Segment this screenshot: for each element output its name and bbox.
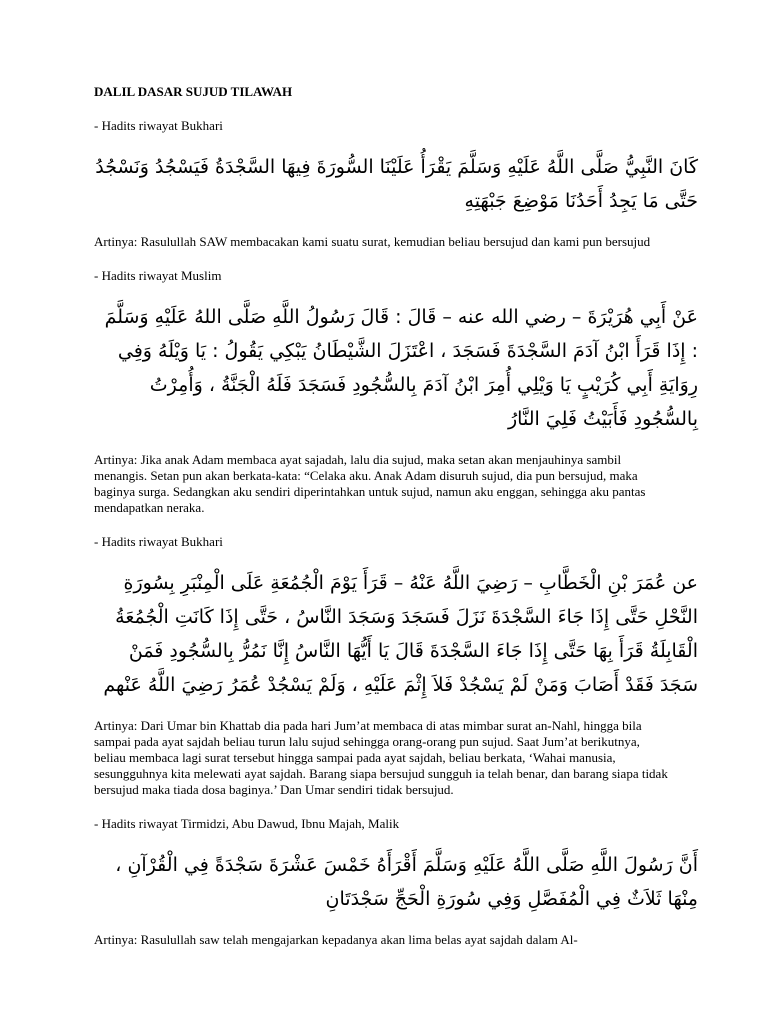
translation-text: Artinya: Rasulullah saw telah mengajarkan kepadanya akan lima belas ayat sajdah dalam Al- xyxy=(94,932,578,947)
document-page xyxy=(94,84,698,966)
hadith-source: - Hadits riwayat Muslim xyxy=(94,268,222,283)
translation-text: Artinya: Jika anak Adam membaca ayat sajadah, lalu dia sujud, maka setan akan menjauhinya sambil menangis. Setan pun akan berkata-kata: “Celaka aku. Anak Adam disuruh sujud, dia pun bersujud, maka baginya surga. Sedangkan aku sendiri diperintahkan untuk sujud, namun aku enggan, sehingga aku pantas mendapatkan neraka. xyxy=(94,452,646,515)
arabic-text: عَنْ أَبِي هُرَيْرَةَ – رضي الله عنه – قَالَ : قَالَ رَسُولُ اللَّهِ صَلَّى اللهُ عَلَيْهِ وَسَلَّمَ : إِذَا قَرَأَ ابْنُ آدَمَ السَّجْدَةَ فَسَجَدَ ، اعْتَزَلَ الشَّيْطَانُ يَبْكِي يَقُولُ : يَا وَيْلَهُ وَفِي رِوَايَةِ أَبِي كُرَيْبٍ يَا وَيْلِي أُمِرَ ابْنُ آدَمَ بِالسُّجُودِ فَسَجَدَ فَلَهُ الْجَنَّةُ ، وَأُمِرْتُ بِالسُّجُودِ فَأَبَيْتُ فَلِيَ النَّارُ xyxy=(104,306,698,430)
hadith-section-1 xyxy=(94,118,698,250)
translation-text: Artinya: Dari Umar bin Khattab dia pada hari Jum’at membaca di atas mimbar surat an-Nahl, hingga bila sampai pada ayat sajdah beliau turun lalu sujud sehingga orang-orang pun sujud. Saat Jum’at berikutnya, beliau membaca lagi surat tersebut hingga sampai pada ayat sajdah, beliau berkata, ‘Wahai manusia, sesungguhnya kita melewati ayat sajdah. Barang siapa bersujud sungguh ia telah benar, dan barang siapa tidak bersujud maka tiada dosa baginya.’ Dan Umar sendiri tidak bersujud. xyxy=(94,718,668,797)
translation-text: Artinya: Rasulullah SAW membacakan kami suatu surat, kemudian beliau bersujud dan kami pun bersujud xyxy=(94,234,651,249)
hadith-source: - Hadits riwayat Tirmidzi, Abu Dawud, Ibnu Majah, Malik xyxy=(94,816,400,831)
hadith-source: - Hadits riwayat Bukhari xyxy=(94,534,223,549)
hadith-section-4 xyxy=(94,816,698,948)
hadith-section-3 xyxy=(94,534,698,798)
hadith-source: - Hadits riwayat Bukhari xyxy=(94,118,223,133)
arabic-text: كَانَ النَّبِيُّ صَلَّى اللَّهُ عَلَيْهِ وَسَلَّمَ يَقْرَأُ عَلَيْنَا السُّورَةَ فِيهَا السَّجْدَةُ فَيَسْجُدُ وَنَسْجُدُ حَتَّى مَا يَجِدُ أَحَدُنَا مَوْضِعَ جَبْهَتِهِ xyxy=(95,156,698,212)
hadith-section-2 xyxy=(94,268,698,516)
arabic-text: عن عُمَرَ بْنِ الْخَطَّابِ – رَضِيَ اللَّهُ عَنْهُ – قَرَأَ يَوْمَ الْجُمُعَةِ عَلَى الْمِنْبَرِ بِسُورَةِ النَّحْلِ حَتَّى إِذَا جَاءَ السَّجْدَةَ نَزَلَ فَسَجَدَ وَسَجَدَ النَّاسُ ، حَتَّى إِذَا كَانَتِ الْجُمُعَةُ الْقَابِلَةُ قَرَأَ بِهَا حَتَّى إِذَا جَاءَ السَّجْدَةَ قَالَ يَا أَيُّهَا النَّاسُ إِنَّا نَمُرُّ بِالسُّجُودِ فَمَنْ سَجَدَ فَقَدْ أَصَابَ وَمَنْ لَمْ يَسْجُدْ فَلاَ إِثْمَ عَلَيْهِ ، وَلَمْ يَسْجُدْ عُمَرُ رَضِيَ اللَّهُ عَنْهم xyxy=(103,572,698,696)
arabic-text: أَنَّ رَسُولَ اللَّهِ صَلَّى اللَّهُ عَلَيْهِ وَسَلَّمَ أَقْرَأَهُ خَمْسَ عَشْرَةَ سَجْدَةً فِي الْقُرْآنِ ، مِنْهَا ثَلاَثٌ فِي الْمُفَصَّلِ وَفِي سُورَةِ الْحَجِّ سَجْدَتَانِ xyxy=(115,854,698,910)
document-title: DALIL DASAR SUJUD TILAWAH xyxy=(94,84,293,99)
